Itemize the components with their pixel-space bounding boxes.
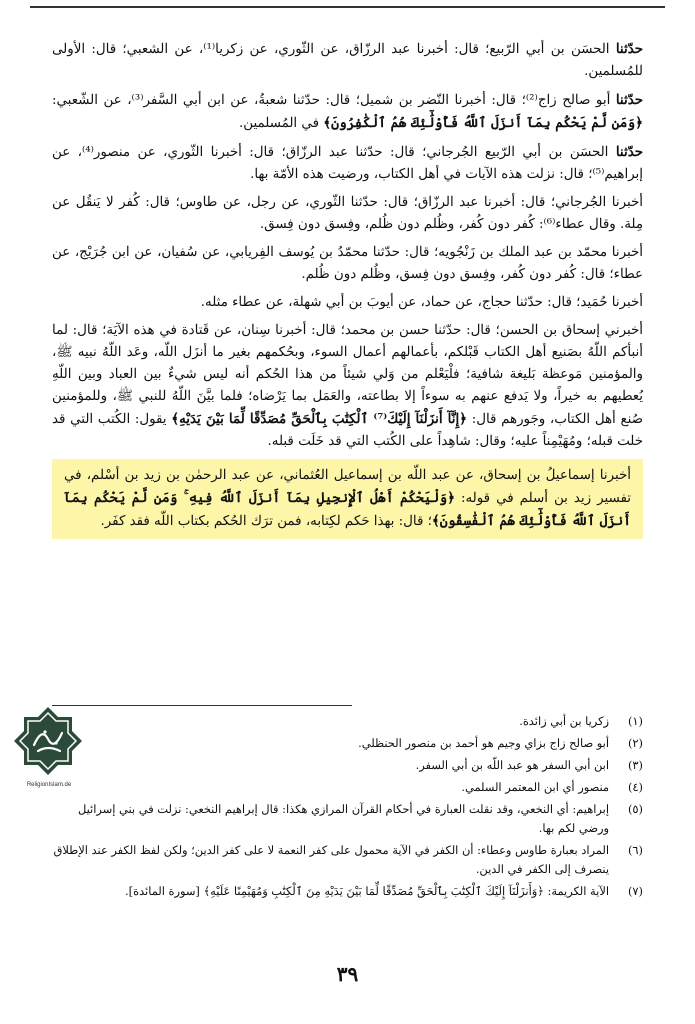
paragraph [52, 192, 643, 236]
footnote [52, 734, 643, 753]
calligraphy-seal-icon [12, 705, 84, 777]
footnote-number: (٢) [627, 736, 643, 750]
paragraph-text: الحسَن بن أبي الرّبيع الجُرجاني؛ قال: حدّثنا عبد الرزّاق؛ قال: أخبرنا الثّوري، عن منصور⁽⁴⁾، عن إبراهيم⁽⁵⁾؛ قال: نزلت هذه الآيات في أهل الكتاب، ورضيت هذه الأمّة بها. [52, 145, 643, 182]
page-number: ٣٩ [336, 962, 359, 986]
paragraph-tail: ؛ قال: بهذا حَكم لكِتابه، فمن ترَك الحُكم بكتاب اللّه فقد كفَر. [100, 514, 432, 529]
paragraph-text: أبو صالح زاج⁽²⁾؛ قال: أخبرنا النّضر بن شميل؛ قال: حدّثنا شعبةُ، عن ابن أبي السَّفر⁽³⁾، عن الشّعبي: [52, 93, 616, 108]
paragraph [52, 141, 643, 186]
highlighted-paragraph [52, 459, 643, 539]
top-rule [30, 6, 665, 8]
footnote [52, 778, 643, 797]
main-text [52, 38, 643, 545]
paragraph-text: أخبرني إسحاق بن الحسن؛ قال: حدّثنا حسن بن محمد؛ قال: أخبرنا سِنان، عن قَتادة في هذه الآيَة؛ قال: لما أنبأكم اللّهُ بصَنيع أهل الكتاب قَبْلكم، بأعمالهم أعمال السوء، وبحُكمهم بغير ما أنزَل اللّه، وعَد اللّهُ نبيه ﷺ، والمؤمنين مَوعظة بَليغة شافية؛ فلْيَعْلم من وَلي شيئاً من هذا الحُكم أنه ليس شيءٌ بين العباد وبين اللّهِ يُعطيهم به خيراً، ولا يَدفع عنهم به سوءاً إلا بطاعته، والعَمَل بما يَرْضاه؛ فلما بيَّنَ اللّهُ للنبي ﷺ، وللمؤمنين صُنع أهل الكتاب، وجَورهم قال: [52, 323, 643, 427]
logo-caption: ReligionIslam.de [26, 782, 72, 788]
paragraph [52, 242, 643, 286]
paragraph-text: أخبرنا إسماعيلُ بن إسحاق، عن عبد اللّه بن إسماعيل العُثماني، عن عبد الرحمٰن بن زيد بن أسْلم، في تفسير زيد بن أسلم في قوله: [64, 468, 631, 506]
footnote [52, 841, 643, 879]
footnote-number: (٣) [627, 758, 643, 772]
footnotes [52, 712, 643, 904]
footnote-rule [52, 705, 352, 706]
footnote-text: الآية الكريمة: ﴿وَأَنزَلْنَآ إِلَيْكَ ٱلْكِتَٰبَ بِٱلْحَقِّ مُصَدِّقًا لِّمَا بَيْنَ يَدَيْهِ مِنَ ٱلْكِتَٰبِ وَمُهَيْمِنًا عَلَيْهِ﴾ [سورة المائدة]. [125, 884, 609, 898]
footnote [52, 756, 643, 775]
paragraph-lead: حدّثنا [615, 144, 643, 160]
paragraph-lead: حدّثنا [615, 92, 643, 108]
footnote-number: (٦) [627, 843, 643, 857]
footnote-number: (٤) [627, 780, 643, 794]
footnote-text: المراد بعبارة طاوس وعطاء: أن الكفر في الآية محمول على كفر النعمة لا على كفر الدين؛ ولكن لفظ الكفر عند الإطلاق ينصرف إلى الكفر في الدين. [53, 843, 609, 876]
paragraph-tail: في المُسلمين. [239, 116, 324, 131]
paragraph [52, 89, 643, 135]
quran-verse: ﴿وَمَن لَّمْ يَحْكُم بِمَآ أَنزَلَ ٱللَّهُ فَأُوْلَٰٓئِكَ هُمُ ٱلْكَٰفِرُونَ﴾ [323, 115, 643, 131]
footnote [52, 800, 643, 838]
quran-verse: ﴿وَلْيَحْكُمْ أَهْلُ ٱلْإِنجِيلِ بِمَآ أَنزَلَ ٱللَّهُ فِيهِ ۚ وَمَن لَّمْ يَحْكُم بِمَآ أَنزَلَ ٱللَّهُ فَأُوْلَٰٓئِكَ هُمُ ٱلْفَٰسِقُونَ﴾ [64, 490, 631, 529]
paragraph [52, 38, 643, 83]
paragraph [52, 320, 643, 453]
quran-verse: ﴿إِنَّآ أَنزَلْنَآ إِلَيْكَ⁽⁷⁾ ٱلْكِتَٰبَ بِٱلْحَقِّ مُصَدِّقًا لِّمَا بَيْنَ يَدَيْهِ﴾ [171, 411, 468, 427]
footnote-text: منصور أي ابن المعتمر السلمي. [461, 780, 609, 794]
footnote-text: إبراهيم: أي النخعي، وقد نقلت العبارة في أحكام القرآن المرازي هكذا: قال إبراهيم النخعي: نزلت في بني إسرائيل ورضي لكم بها. [77, 802, 609, 835]
paragraph [52, 292, 643, 314]
paragraph-text: أخبرنا محمّد بن عبد الملك بن زَنْجُويه؛ قال: حدّثنا محمّدُ بن يُوسف الفِريابي، عن سُفيان، عن ابن جُرَيْج، عن عطاء؛ قال: كُفر دون كُفر، وفِسق دون فِسق، وظُلم دون ظُلم. [52, 245, 643, 282]
footnote [52, 882, 643, 901]
footnote-text: أبو صالح زاج بزاي وجيم هو أحمد بن منصور الحنظلي. [358, 736, 609, 750]
footnote-number: (٧) [627, 884, 643, 898]
paragraph-tail: يقول: الكُتب التي قد خلت قبله؛ ومُهَيْمِناً عليه؛ وقال: شاهِداً على الكُتب التي قد خَلَت قبله. [52, 412, 643, 449]
paragraph-text: أخبرنا الجُرجاني؛ قال: أخبرنا عبد الرزّاق؛ قال: حدّثنا الثّوري، عن رجل، عن طاوس؛ قال: كُفر لا يَنقُل عن مِلة. وقال عطاء⁽⁶⁾: كُفر دون كُفر، وظُلم دون ظُلم، وفِسق دون فِسق. [52, 195, 643, 232]
paragraph-lead: حدّثنا [615, 41, 643, 57]
paragraph-text: أخبرنا حُمَيد؛ قال: حدّثنا حجاج، عن حماد، عن أيوبَ بن أبي شهلة، عن عطاء مثله. [200, 295, 643, 310]
footnote-text: زكريا بن أبي زائدة. [519, 714, 609, 728]
footnote [52, 712, 643, 731]
paragraph-text: الحسَن بن أبي الرّبيع؛ قال: أخبرنا عبد الرزّاق، عن الثّوري، عن زكريا⁽¹⁾، عن الشعبي؛ قال: الأولى للمُسلمين. [52, 42, 643, 79]
footnote-number: (٥) [627, 802, 643, 816]
footnote-number: (١) [627, 714, 643, 728]
footnote-text: ابن أبي السفر هو عبد اللّه بن أبي السفر. [415, 758, 609, 772]
